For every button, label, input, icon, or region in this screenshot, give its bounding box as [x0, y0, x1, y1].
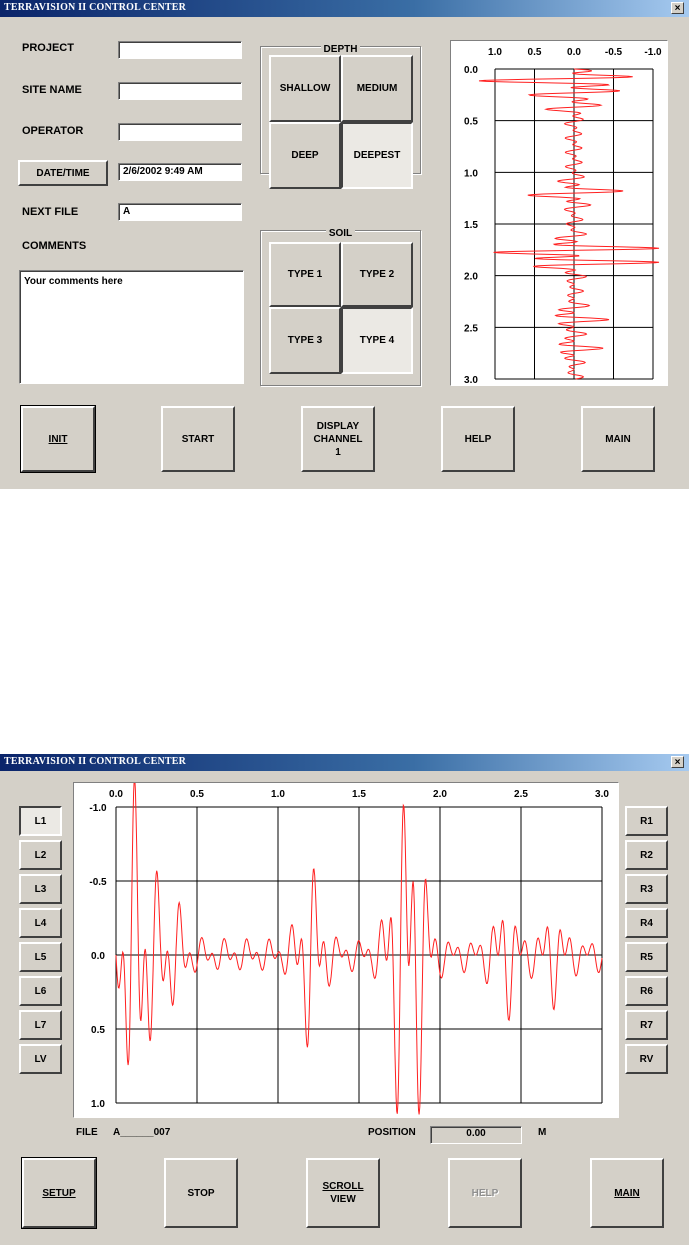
start-label: START [181, 433, 215, 445]
channel-l5-button[interactable]: L5 [19, 942, 62, 972]
x-tick-label: 1.0 [488, 47, 502, 58]
main-label: MAIN [605, 433, 631, 445]
depth-deep-button[interactable]: DEEP [269, 122, 341, 189]
channel-r2-button[interactable]: R2 [625, 840, 668, 870]
site-name-input[interactable] [118, 82, 242, 100]
x-tick-label: 0.5 [190, 789, 204, 800]
y-tick-label: -1.0 [89, 803, 107, 814]
channel-l1-button[interactable]: L1 [19, 806, 62, 836]
channel-l7-button[interactable]: L7 [19, 1010, 62, 1040]
soil-type3-button[interactable]: TYPE 3 [269, 307, 341, 374]
y-tick-label: 1.5 [464, 220, 478, 231]
soil-type1-button[interactable]: TYPE 1 [269, 242, 341, 307]
channel-l6-button[interactable]: L6 [19, 976, 62, 1006]
y-tick-label: 0.5 [464, 116, 478, 128]
x-tick-label: -1.0 [644, 47, 662, 58]
setup-button[interactable] [22, 1158, 96, 1228]
x-tick-label: 2.0 [433, 789, 447, 800]
control-center-window [0, 0, 689, 489]
init-button[interactable] [21, 406, 95, 472]
y-tick-label: 0.0 [91, 951, 105, 962]
comments-label: COMMENTS [22, 240, 87, 252]
soil-group-title: SOIL [326, 228, 355, 239]
date-time-button[interactable]: DATE/TIME [18, 160, 108, 186]
file-value: A______007 [113, 1127, 171, 1138]
help-button[interactable] [441, 406, 515, 472]
depth-trace-chart [450, 40, 668, 386]
y-tick-label: 1.0 [464, 168, 478, 180]
y-tick-label: -0.5 [89, 877, 107, 888]
main-button[interactable] [581, 406, 655, 472]
display-label-line1: DISPLAY [316, 420, 360, 432]
main-button[interactable] [590, 1158, 664, 1228]
position-unit: M [538, 1127, 547, 1138]
next-file-label: NEXT FILE [22, 206, 79, 218]
soil-type4-button[interactable]: TYPE 4 [341, 307, 413, 374]
x-tick-label: 1.0 [271, 789, 285, 800]
help-label: HELP [471, 1187, 499, 1199]
depth-shallow-button[interactable]: SHALLOW [269, 55, 341, 122]
y-tick-label: 1.0 [91, 1099, 105, 1110]
channel-l2-button[interactable]: L2 [19, 840, 62, 870]
x-tick-label: 0.0 [567, 47, 581, 58]
comments-textarea[interactable]: Your comments here [19, 270, 244, 384]
close-button[interactable]: × [671, 756, 684, 768]
display-channel-button[interactable] [301, 406, 375, 472]
channel-r7-button[interactable]: R7 [625, 1010, 668, 1040]
channel-r3-button[interactable]: R3 [625, 874, 668, 904]
init-label: INIT [48, 433, 68, 445]
channel-r4-button[interactable]: R4 [625, 908, 668, 938]
close-button[interactable]: × [671, 2, 684, 14]
scroll-label-line2: VIEW [330, 1194, 356, 1205]
scroll-trace-svg [74, 783, 618, 1117]
date-time-field[interactable]: 2/6/2002 9:49 AM [118, 163, 242, 181]
depth-group-title: DEPTH [321, 44, 361, 55]
channel-r6-button[interactable]: R6 [625, 976, 668, 1006]
x-tick-label: -0.5 [604, 47, 623, 58]
y-tick-label: 3.0 [464, 375, 478, 385]
operator-label: OPERATOR [22, 125, 84, 137]
channel-l4-button[interactable]: L4 [19, 908, 62, 938]
stop-label: STOP [187, 1187, 215, 1199]
setup-label: SETUP [42, 1187, 76, 1199]
display-label-line2: CHANNEL [313, 433, 363, 445]
help-button[interactable] [448, 1158, 522, 1228]
x-tick-label: 0.5 [527, 47, 542, 58]
scroll-view-window [0, 754, 689, 1245]
channel-lv-button[interactable]: LV [19, 1044, 62, 1074]
position-readout: 0.00 [430, 1126, 522, 1144]
start-button[interactable] [161, 406, 235, 472]
y-tick-label: 0.5 [91, 1025, 105, 1036]
main-label: MAIN [614, 1187, 640, 1199]
next-file-input[interactable]: A [118, 203, 242, 221]
display-label-line3: 1 [335, 446, 341, 458]
title-bar[interactable] [0, 754, 689, 771]
project-input[interactable] [118, 41, 242, 59]
file-label: FILE [76, 1127, 98, 1138]
depth-trace-svg [451, 41, 667, 385]
scroll-view-button[interactable] [306, 1158, 380, 1228]
project-label: PROJECT [22, 42, 74, 54]
depth-deepest-button[interactable]: DEEPEST [341, 122, 413, 189]
operator-input[interactable] [118, 123, 242, 141]
x-tick-label: 3.0 [595, 789, 609, 800]
y-tick-label: 2.0 [464, 271, 478, 283]
position-label: POSITION [368, 1127, 416, 1138]
soil-type2-button[interactable]: TYPE 2 [341, 242, 413, 307]
title-bar[interactable] [0, 0, 689, 17]
y-tick-label: 0.0 [464, 65, 478, 76]
y-tick-label: 2.5 [464, 323, 478, 335]
channel-r1-button[interactable]: R1 [625, 806, 668, 836]
scroll-label-line1: SCROLL [322, 1181, 364, 1192]
depth-medium-button[interactable]: MEDIUM [341, 55, 413, 122]
window-title: TERRAVISION II CONTROL CENTER [4, 756, 187, 767]
channel-r5-button[interactable]: R5 [625, 942, 668, 972]
channel-l3-button[interactable]: L3 [19, 874, 62, 904]
x-tick-label: 2.5 [514, 789, 528, 800]
window-title: TERRAVISION II CONTROL CENTER [4, 2, 187, 13]
scroll-trace-chart [73, 782, 619, 1118]
x-tick-label: 1.5 [352, 789, 366, 800]
site-name-label: SITE NAME [22, 84, 82, 96]
stop-button[interactable] [164, 1158, 238, 1228]
channel-rv-button[interactable]: RV [625, 1044, 668, 1074]
x-tick-label: 0.0 [109, 789, 123, 800]
help-label: HELP [464, 433, 492, 445]
